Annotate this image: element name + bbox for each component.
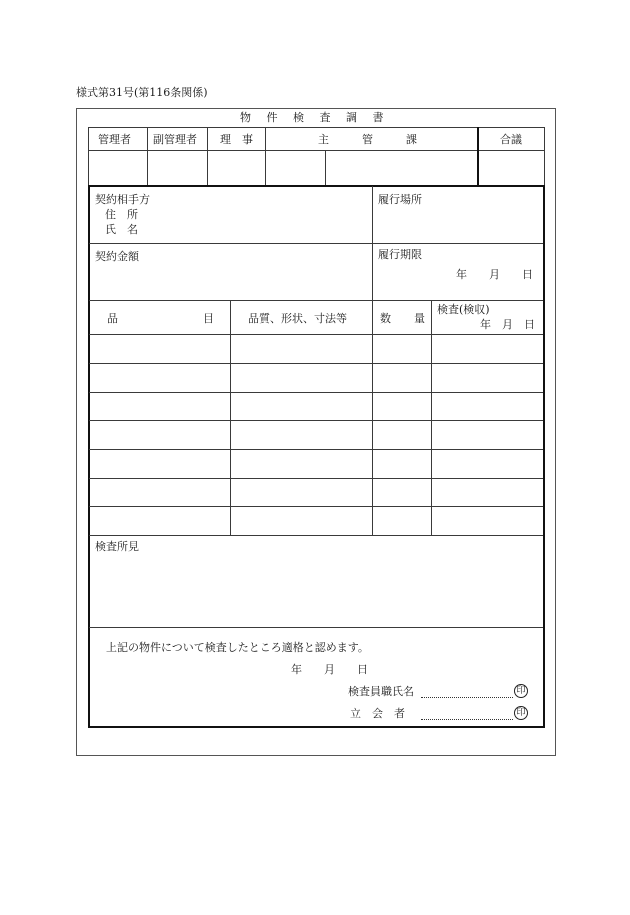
contract-bottom-line <box>89 300 543 301</box>
contract-party-label: 契約相手方 <box>95 193 150 206</box>
items-row-line <box>89 535 543 536</box>
witness-signature-line[interactable] <box>421 719 513 720</box>
approval-header-line <box>88 150 544 151</box>
approval-sep-4 <box>325 150 326 185</box>
certification-statement: 上記の物件について検査したところ適格と認めます。 <box>106 641 369 654</box>
contract-address-label: 住 所 <box>105 208 138 221</box>
contract-place-label: 履行場所 <box>378 193 422 206</box>
items-row-line <box>89 363 543 364</box>
certification-date: 年 月 日 <box>291 663 368 676</box>
items-row-line <box>89 478 543 479</box>
items-row-line <box>89 420 543 421</box>
contract-deadline-date: 年 月 日 <box>456 268 533 281</box>
approval-top-line <box>88 127 544 128</box>
approval-gogi: 合議 <box>500 133 522 146</box>
approval-sep-gogi <box>477 127 479 185</box>
approval-sep-3 <box>265 127 266 185</box>
approval-fuku-kanrisha: 副管理者 <box>153 133 197 146</box>
approval-riji: 理 事 <box>220 133 253 146</box>
form-number: 様式第31号(第116条関係) <box>76 86 208 99</box>
contract-amount-label: 契約金額 <box>95 250 139 263</box>
items-header-inspection: 検査(検収) <box>437 303 490 316</box>
approval-shukan-ka: 主 管 課 <box>318 133 417 146</box>
items-row-line <box>89 392 543 393</box>
items-col-2 <box>372 300 373 535</box>
contract-mid-line <box>89 243 543 244</box>
items-header-hinmoku-left: 品 <box>107 312 118 325</box>
findings-label: 検査所見 <box>95 540 139 553</box>
witness-label: 立 会 者 <box>350 707 405 720</box>
items-col-3 <box>431 300 432 535</box>
inspector-label: 検査員職氏名 <box>348 685 414 698</box>
approval-left-line <box>88 127 89 185</box>
items-header-qty-left: 数 <box>380 312 391 325</box>
items-row-line <box>89 506 543 507</box>
approval-kanrisha: 管理者 <box>98 133 131 146</box>
contract-name-label: 氏 名 <box>105 223 138 236</box>
approval-sep-1 <box>147 127 148 185</box>
inspector-signature-line[interactable] <box>421 697 513 698</box>
items-header-spec: 品質、形状、寸法等 <box>248 312 347 325</box>
items-header-inspection-date: 年 月 日 <box>480 318 535 331</box>
inspector-seal-icon: 印 <box>514 684 528 698</box>
contract-deadline-label: 履行期限 <box>378 248 422 261</box>
items-row-line <box>89 449 543 450</box>
witness-seal-icon: 印 <box>514 706 528 720</box>
items-row-line <box>89 334 543 335</box>
form-title: 物 件 検 査 調 書 <box>240 111 390 124</box>
items-header-qty-right: 量 <box>414 312 425 325</box>
items-header-hinmoku-right: 目 <box>203 312 214 325</box>
approval-sep-2 <box>207 127 208 185</box>
items-col-1 <box>230 300 231 535</box>
approval-right-line <box>544 127 545 185</box>
findings-bottom-line <box>89 627 543 628</box>
